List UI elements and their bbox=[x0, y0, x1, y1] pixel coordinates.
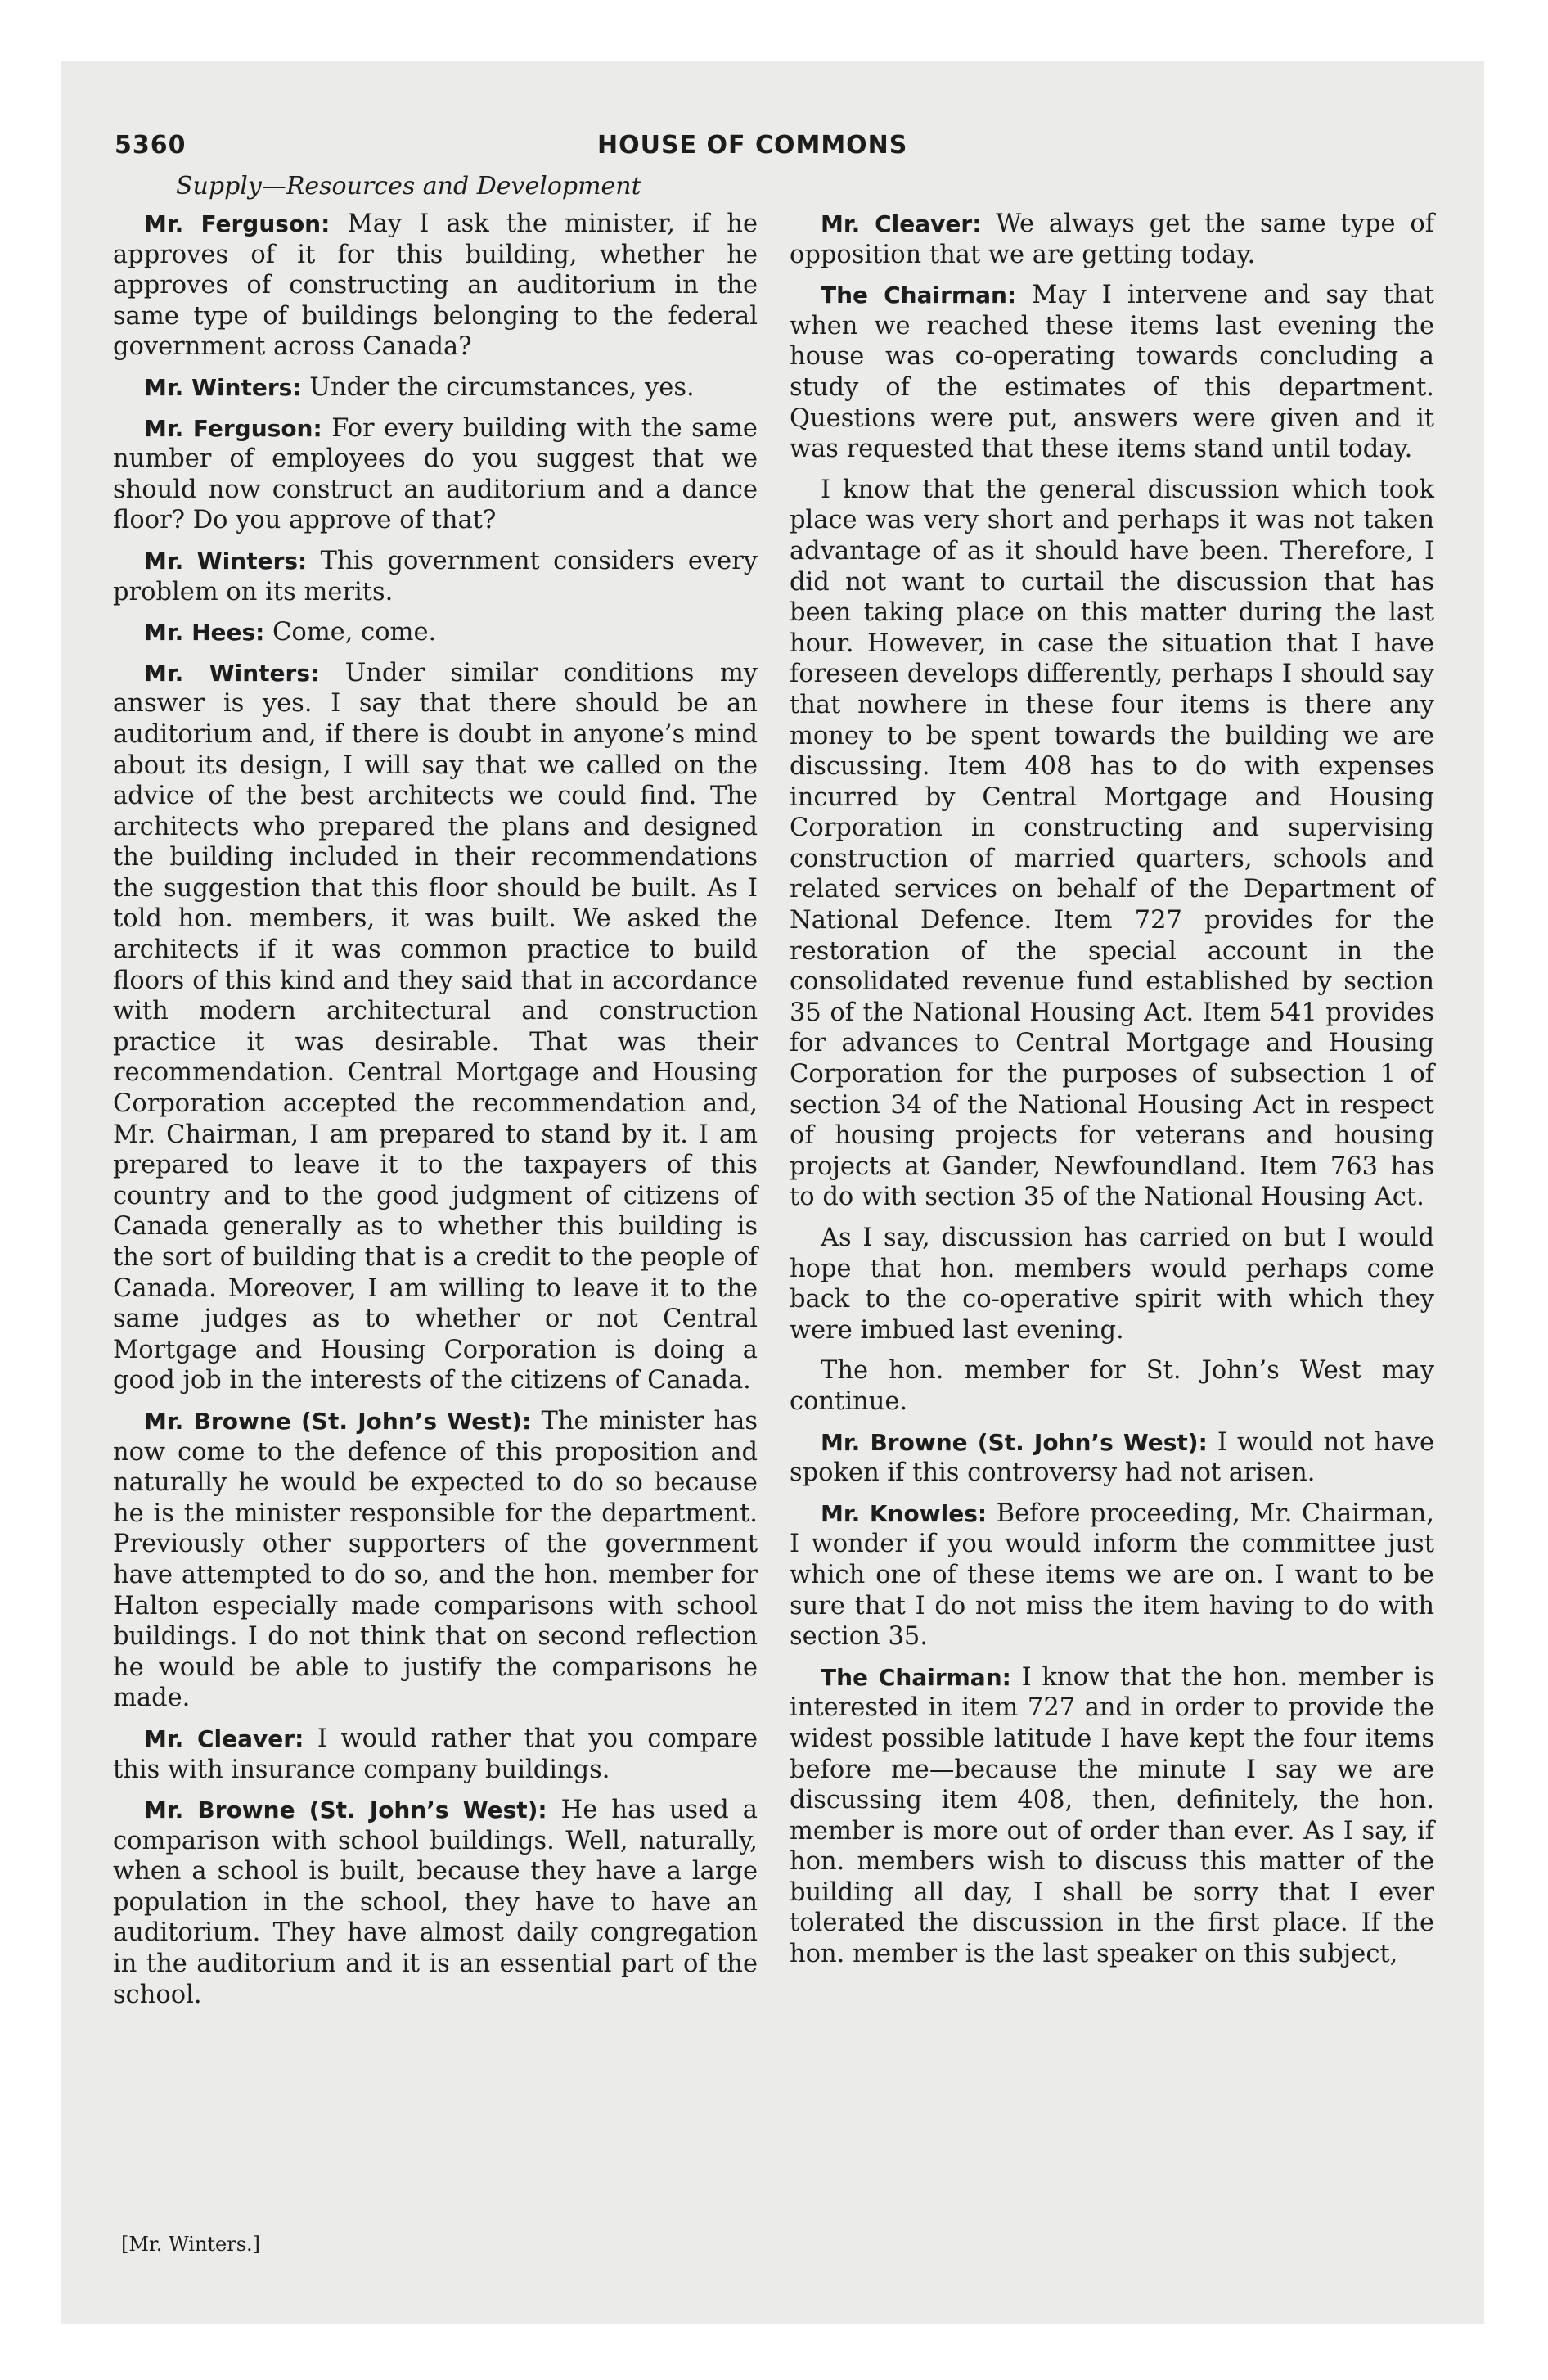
speaker-name: Mr. Winters: bbox=[144, 659, 320, 687]
page-header-title: HOUSE OF COMMONS bbox=[597, 131, 908, 160]
right-column bbox=[790, 209, 1434, 1980]
paragraph bbox=[113, 413, 758, 536]
speech-text: This government considers every problem on its merits. bbox=[113, 546, 758, 606]
speaker-name: The Chairman: bbox=[821, 1663, 1011, 1691]
paragraph bbox=[113, 658, 758, 1396]
paragraph bbox=[790, 1427, 1434, 1489]
speaker-name: The Chairman: bbox=[821, 282, 1017, 309]
speaker-name: Mr. Ferguson: bbox=[144, 414, 322, 442]
paragraph bbox=[113, 372, 758, 403]
paragraph bbox=[790, 1355, 1434, 1417]
section-title: Supply—Resources and Development bbox=[176, 172, 641, 201]
paragraph bbox=[790, 475, 1434, 1213]
speaker-name: Mr. Browne (St. John’s West): bbox=[144, 1796, 547, 1824]
speech-text: For every building with the same number of employees do you suggest that we should now construct an auditorium and a dance floor? Do you approve of that? bbox=[113, 413, 758, 535]
paragraph bbox=[113, 617, 758, 648]
speech-text: I would rather that you compare this with insurance company buildings. bbox=[113, 1724, 758, 1784]
speech-text: Under the circumstances, yes. bbox=[309, 372, 695, 402]
paragraph bbox=[113, 546, 758, 607]
paragraph bbox=[790, 209, 1434, 270]
speaker-name: Mr. Winters: bbox=[144, 373, 302, 401]
speaker-name: Mr. Cleaver: bbox=[821, 210, 982, 237]
speaker-name: Mr. Knowles: bbox=[821, 1499, 988, 1527]
speaker-name: Mr. Browne (St. John’s West): bbox=[821, 1428, 1208, 1456]
paragraph bbox=[790, 1499, 1434, 1652]
paragraph bbox=[790, 280, 1434, 465]
speech-text: Before proceeding, Mr. Chairman, I wonder if you would inform the committee just which one of these items we are on. I want to be sure that I do not miss the item having to do with section 35. bbox=[790, 1499, 1434, 1652]
paragraph bbox=[113, 1724, 758, 1785]
speaker-name: Mr. Winters: bbox=[144, 547, 308, 575]
speech-text: The minister has now come to the defence of this proposition and naturally he would be expected to do so because he is the minister responsible for the department. Previously other supporters of the government have attempted to do so, and the hon. member for Halton especially made comparisons with school buildings. I do not think that on second reflection he would be able to justify the comparisons he made. bbox=[113, 1406, 758, 1713]
speech-text: Under similar conditions my answer is yes. I say that there should be an auditorium and, if there is doubt in anyone’s mind about its design, I will say that we called on the advice of the best architects we could find. The architects who prepared the plans and designed the building included in their recommendations the suggestion that this floor should be built. As I told hon. members, it was built. We asked the architects if it was common practice to build floors of this kind and they said that in accordance with modern architectural and construction practice it was desirable. That was their recommendation. Central Mortgage and Housing Corporation accepted the recommendation and, Mr. Chairman, I am prepared to stand by it. I am prepared to leave it to the taxpayers of this country and to the good judgment of citizens of Canada generally as to whether this building is the sort of building that is a credit to the people of Canada. Moreover, I am willing to leave it to the same judges as to whether or not Central Mortgage and Housing Corporation is doing a good job in the interests of the citizens of Canada. bbox=[113, 658, 758, 1395]
paragraph bbox=[113, 1795, 758, 2010]
speaker-name: Mr. Ferguson: bbox=[144, 210, 331, 237]
speaker-name: Mr. Browne (St. John’s West): bbox=[144, 1407, 532, 1435]
speech-text: I know that the hon. member is interested in item 727 and in order to provide the widest possible latitude I have kept the four items before me—because the minute I say we are discussing item 408, then, definitely, the hon. member is more out of order than ever. As I say, if hon. members wish to discuss this matter of the building all day, I shall be sorry that I ever tolerated the discussion in the first place. If the hon. member is the last speaker on this subject, bbox=[790, 1662, 1434, 1969]
speech-text: He has used a comparison with school buildings. Well, naturally, when a school is built, because they have a large population in the school, they have to have an auditorium. They have almost daily congregation in the auditorium and it is an essential part of the school. bbox=[113, 1796, 758, 2009]
paragraph bbox=[113, 1406, 758, 1714]
paragraph bbox=[790, 1223, 1434, 1346]
speech-text: The hon. member for St. John’s West may continue. bbox=[790, 1356, 1434, 1416]
paragraph bbox=[790, 1662, 1434, 1970]
paragraph bbox=[113, 209, 758, 363]
speaker-name: Mr. Cleaver: bbox=[144, 1724, 304, 1752]
speech-text: Come, come. bbox=[272, 618, 437, 647]
left-column bbox=[113, 209, 758, 2020]
speech-text: We always get the same type of opposition that we are getting today. bbox=[790, 210, 1435, 269]
speech-text: I would not have spoken if this controversy had not arisen. bbox=[790, 1427, 1434, 1488]
speech-text: I know that the general discussion which took place was very short and perhaps it was not taken advantage of as it should have been. Therefore, I did not want to curtail the discussion that has been taking place on this matter during the last hour. However, in case the situation that I have foreseen develops differently, perhaps I should say that nowhere in these four items is there any money to be spent towards the building we are discussing. Item 408 has to do with expenses incurred by Central Mortgage and Housing Corporation in constructing and supervising construction of married quarters, schools and related services on behalf of the Department of National Defence. Item 727 provides for the restoration of the special account in the consolidated revenue fund established by section 35 of the National Housing Act. Item 541 provides for advances to Central Mortgage and Housing Corporation for the purposes of subsection 1 of section 34 of the National Housing Act in respect of housing projects for veterans and housing projects at Gander, Newfoundland. Item 763 has to do with section 35 of the National Housing Act. bbox=[790, 475, 1434, 1212]
speech-text: As I say, discussion has carried on but I would hope that hon. members would perhaps come back to the co-operative spirit with which they were imbued last evening. bbox=[790, 1224, 1434, 1345]
speech-text: May I intervene and say that when we reached these items last evening the house was co-operating towards concluding a study of the estimates of this department. Questions were put, answers were given and it was requested that these items stand until today. bbox=[790, 281, 1434, 464]
speech-text: May I ask the minister, if he approves of it for this building, whether he approves of constructing an auditorium in the same type of buildings belonging to the federal government across Canada? bbox=[113, 210, 758, 362]
speaker-name: Mr. Hees: bbox=[144, 619, 265, 647]
page-number: 5360 bbox=[115, 131, 187, 160]
footer-note: [Mr. Winters.] bbox=[121, 2233, 261, 2256]
